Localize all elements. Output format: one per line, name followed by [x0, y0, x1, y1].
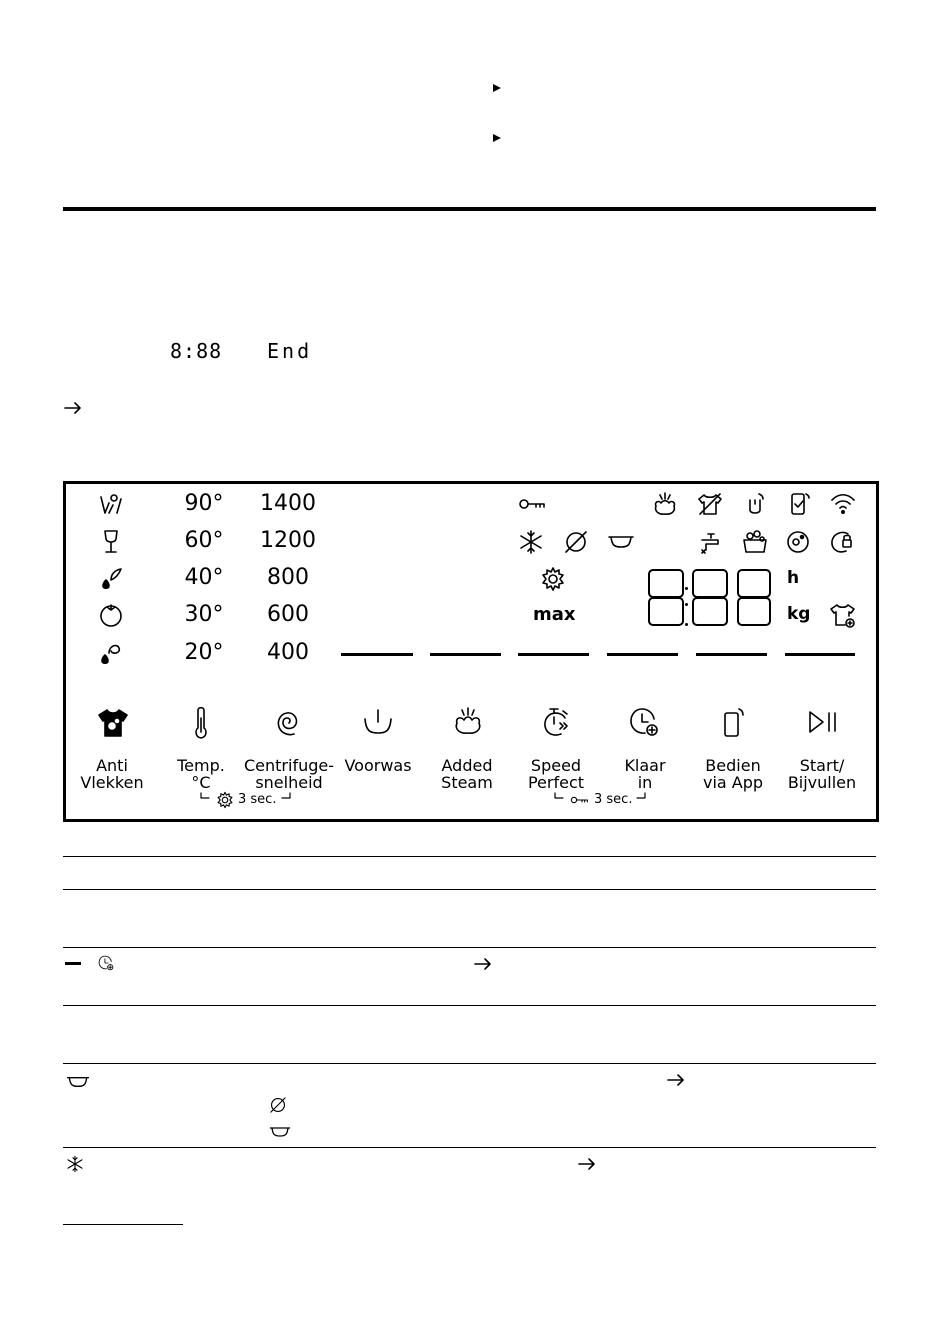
shirt-plus-icon [828, 601, 858, 631]
spin-spiral-icon[interactable] [273, 707, 305, 739]
button-label: Klaar [624, 756, 666, 775]
prewash-icon[interactable] [362, 707, 394, 737]
arrow-right-icon [63, 400, 83, 416]
button-klaar-in[interactable] [595, 757, 695, 791]
table-rule [63, 1005, 876, 1006]
tshirt-stain-icon[interactable] [96, 707, 130, 739]
temp-option: 40° [184, 565, 224, 590]
button-label: Temp. [177, 756, 225, 775]
digit-segment [737, 569, 771, 598]
max-label: max [533, 604, 576, 625]
button-speed-perfect[interactable] [506, 757, 606, 791]
button-label: Bedien [705, 756, 761, 775]
display-end-sample: End [267, 339, 313, 363]
key-icon [518, 495, 548, 513]
hold-hint: 3 sec. [238, 792, 277, 807]
water-tap-icon [696, 528, 724, 556]
wine-glass-icon [98, 528, 124, 556]
footnote-rule [63, 1224, 183, 1225]
grass-stain-icon [97, 639, 125, 667]
steam-icon[interactable] [451, 705, 485, 737]
button-anti-vlekken[interactable] [62, 757, 162, 791]
arrow-right-icon [666, 1072, 686, 1088]
basin-icon [268, 1124, 292, 1140]
basin-icon [606, 533, 636, 551]
drum-clean-icon [784, 528, 812, 556]
button-added-steam[interactable] [417, 757, 517, 791]
phone-check-icon [786, 490, 812, 518]
steam-indicator-icon [651, 490, 679, 518]
button-label: Added [441, 756, 493, 775]
button-label: Bijvullen [787, 773, 857, 792]
weight-unit: kg [787, 604, 811, 624]
thermometer-icon[interactable] [191, 706, 211, 740]
colon-dot [685, 623, 688, 626]
arrow-right-icon [473, 956, 493, 972]
button-label: snelheid [255, 773, 323, 792]
button-label: Vlekken [80, 773, 144, 792]
door-lock-icon [828, 528, 856, 556]
digit-segment [692, 597, 728, 626]
phone-icon[interactable] [720, 707, 746, 739]
digit-segment [692, 569, 728, 598]
foam-icon [740, 528, 770, 556]
button-label: via App [702, 773, 764, 792]
digit-segment [737, 597, 771, 626]
spin-option: 400 [267, 640, 309, 665]
table-rule [63, 889, 876, 890]
no-spin-icon [268, 1095, 288, 1115]
table-rule [63, 947, 876, 948]
button-label: Centrifuge- [244, 756, 334, 775]
snowflake-icon [518, 529, 544, 555]
temp-option: 30° [184, 602, 224, 627]
section-rule [63, 207, 876, 211]
table-rule [63, 1147, 876, 1148]
bullet-marker [493, 84, 501, 92]
indicator-bar [785, 653, 855, 656]
wifi-icon [829, 492, 857, 516]
tomato-icon [97, 601, 125, 629]
hold-hint: 3 sec. [594, 792, 633, 807]
digit-segment [648, 569, 684, 598]
colon-dot [685, 587, 688, 590]
settings-gear-icon [216, 791, 234, 809]
button-label: Anti [96, 756, 128, 775]
indicator-bar [518, 653, 589, 656]
button-label: in [637, 773, 653, 792]
indicator-bar [341, 653, 413, 656]
button-label: Perfect [527, 773, 585, 792]
settings-gear-icon [540, 566, 566, 592]
speed-timer-icon[interactable] [539, 705, 573, 739]
button-label: °C [191, 773, 211, 792]
button-label: Voorwas [344, 756, 412, 775]
bracket-left-icon [200, 792, 210, 802]
clock-plus-icon[interactable] [627, 705, 661, 739]
temp-option: 20° [184, 640, 224, 665]
colon-dot [685, 603, 688, 606]
snowflake-icon [66, 1155, 84, 1173]
hours-unit: h [787, 568, 800, 588]
bracket-left-icon [554, 792, 564, 802]
digit-segment [648, 597, 684, 626]
button-voorwas[interactable] [328, 757, 428, 774]
button-label: Speed [530, 756, 582, 775]
temp-option: 60° [184, 528, 224, 553]
bullet-marker [493, 134, 501, 142]
spin-option: 800 [267, 565, 309, 590]
table-rule [63, 1063, 876, 1064]
no-iron-shirt-icon [696, 490, 724, 518]
display-time-sample: 8:88 [170, 339, 223, 363]
button-start-bijvullen[interactable] [772, 757, 872, 791]
bracket-right-icon [636, 792, 646, 802]
remote-tap-icon [742, 490, 768, 518]
indicator-bar [696, 653, 767, 656]
basin-icon [65, 1074, 91, 1090]
indicator-bar [430, 653, 501, 656]
button-label: Start/ [799, 756, 845, 775]
key-icon [569, 794, 591, 806]
drop-stain-icon [97, 564, 125, 592]
bracket-right-icon [281, 792, 291, 802]
button-label: Steam [441, 773, 493, 792]
button-bedien-via-app[interactable] [683, 757, 783, 791]
flower-wool-icon [97, 491, 125, 519]
table-rule [63, 856, 876, 857]
no-spin-icon [562, 528, 590, 556]
clock-plus-icon [97, 954, 115, 972]
spin-option: 1400 [260, 491, 316, 516]
indicator-bar-icon [65, 962, 81, 965]
temp-option: 90° [184, 491, 224, 516]
play-pause-icon[interactable] [806, 708, 840, 736]
arrow-right-icon [577, 1156, 597, 1172]
spin-option: 600 [267, 602, 309, 627]
spin-option: 1200 [260, 528, 316, 553]
indicator-bar [607, 653, 678, 656]
